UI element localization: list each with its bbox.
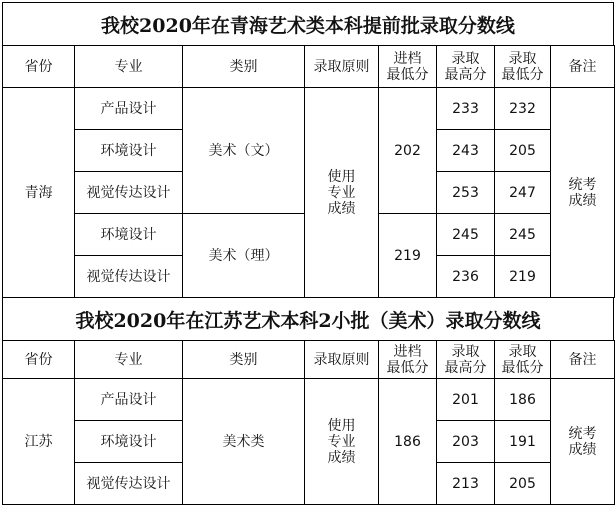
header-province: 省份 xyxy=(3,341,75,379)
province-cell: 江苏 xyxy=(3,379,75,505)
min-entry-cell: 219 xyxy=(379,214,437,298)
table-row xyxy=(3,379,615,421)
min-score-cell: 205 xyxy=(495,463,551,505)
major-cell: 视觉传达设计 xyxy=(75,463,183,505)
category-cell: 美术类 xyxy=(183,379,305,505)
max-score-cell: 201 xyxy=(437,379,495,421)
header-principle: 录取原则 xyxy=(305,341,379,379)
major-cell: 产品设计 xyxy=(75,88,183,130)
max-score-cell: 236 xyxy=(437,256,495,298)
category-cell: 美术（理） xyxy=(183,214,305,298)
header-note: 备注 xyxy=(551,341,615,379)
category-cell: 美术（文） xyxy=(183,88,305,214)
header-min-admit: 录取 最低分 xyxy=(495,341,551,379)
table-row xyxy=(3,88,615,130)
major-cell: 视觉传达设计 xyxy=(75,256,183,298)
section1-title: 我校2020年在青海艺术类本科提前批录取分数线 xyxy=(2,2,614,46)
min-score-cell: 186 xyxy=(495,379,551,421)
principle-cell: 使用 专业 成绩 xyxy=(305,379,379,505)
min-entry-cell: 202 xyxy=(379,88,437,214)
max-score-cell: 243 xyxy=(437,130,495,172)
header-min-admit: 录取 最低分 xyxy=(495,46,551,88)
min-score-cell: 247 xyxy=(495,172,551,214)
header-max-admit: 录取 最高分 xyxy=(437,341,495,379)
max-score-cell: 233 xyxy=(437,88,495,130)
header-category: 类别 xyxy=(183,341,305,379)
header-province: 省份 xyxy=(3,46,75,88)
min-score-cell: 232 xyxy=(495,88,551,130)
header-max-admit: 录取 最高分 xyxy=(437,46,495,88)
header-principle: 录取原则 xyxy=(305,46,379,88)
province-cell: 青海 xyxy=(3,88,75,298)
qinghai-score-table xyxy=(2,45,615,298)
header-row xyxy=(3,341,615,379)
header-note: 备注 xyxy=(551,46,615,88)
major-cell: 环境设计 xyxy=(75,421,183,463)
header-major: 专业 xyxy=(75,341,183,379)
principle-cell: 使用 专业 成绩 xyxy=(305,88,379,298)
min-score-cell: 191 xyxy=(495,421,551,463)
major-cell: 环境设计 xyxy=(75,130,183,172)
min-score-cell: 245 xyxy=(495,214,551,256)
max-score-cell: 203 xyxy=(437,421,495,463)
note-cell: 统考 成绩 xyxy=(551,379,615,505)
min-entry-cell: 186 xyxy=(379,379,437,505)
max-score-cell: 253 xyxy=(437,172,495,214)
header-major: 专业 xyxy=(75,46,183,88)
max-score-cell: 213 xyxy=(437,463,495,505)
header-min-entry: 进档 最低分 xyxy=(379,46,437,88)
jiangsu-score-table xyxy=(2,340,615,505)
major-cell: 视觉传达设计 xyxy=(75,172,183,214)
major-cell: 产品设计 xyxy=(75,379,183,421)
major-cell: 环境设计 xyxy=(75,214,183,256)
section2-title: 我校2020年在江苏艺术本科2小批（美术）录取分数线 xyxy=(2,297,614,341)
header-min-entry: 进档 最低分 xyxy=(379,341,437,379)
max-score-cell: 245 xyxy=(437,214,495,256)
note-cell: 统考 成绩 xyxy=(551,88,615,298)
header-row xyxy=(3,46,615,88)
header-category: 类别 xyxy=(183,46,305,88)
min-score-cell: 205 xyxy=(495,130,551,172)
min-score-cell: 219 xyxy=(495,256,551,298)
